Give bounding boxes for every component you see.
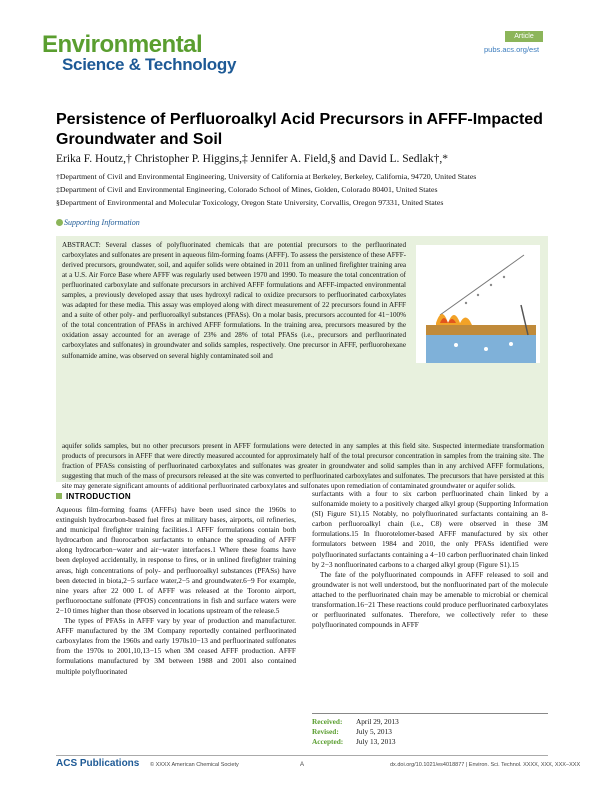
article-type-tag: Article [505,31,543,42]
journal-logo-bottom: Science & Technology [62,55,237,74]
left-column [56,505,296,677]
footer-divider [56,755,548,756]
abstract-text-part1: ABSTRACT: Several classes of polyfluorinated chemicals that are potential precursors to the perfluorinated carboxylates and sulfonates are present in aqueous film-forming foams (AFFF). To assess the persistence of these AFFF-derived precursors, groundwater, soil, and aquifer solids were obtained in 2011 from an unlined firefighter training area at a U.S. Air Force Base where AFFF was regularly used between 1970 and 1990. To measure the total concentration of perfluorinated carboxylate and sulfonate precursors in archived AFFF formulations and AFFF-impacted environmental samples, a previously developed assay that uses hydroxyl radical to oxidize precursors to perfluorinated carboxylates was adapted for these media. This assay was employed along with direct measurement of 22 precursors found in AFFF and a suite of other poly- and perfluoroalkyl substances (PFASs). On a molar basis, precursors accounted for 41−100% of the total concentration of PFASs in archived AFFF formulations. In the training area, precursors measured by the oxidation assay accounted for an average of 23% and 28% of total PFASs (i.e., precursors and perfluorinated carboxylates and sulfonates) in groundwater and solids samples, respectively. One precursor in AFFF, perfluorohexane sulfonamide amine, was observed on several highly contaminated soil and [62,241,406,360]
right-column [312,489,548,630]
supporting-info-link[interactable]: Supporting Information [64,218,140,227]
publisher-logo: ACS Publications [56,758,140,769]
introduction-heading: INTRODUCTION [66,492,131,501]
affiliation-2: ‡Department of Civil and Environmental Engineering, Colorado School of Mines, Golden, Colorado 80401, United States [56,185,438,194]
copyright-text: © XXXX American Chemical Society [150,762,239,768]
intro-paragraph-2: The types of PFASs in AFFF vary by year of production and manufacturer. AFFF manufactured by the 3M Company reportedly contained perfluorinated carboxylates from the 1960s and early 1970s10−13 and perfluorinated sulfonates from the 1970s to 2001,10,13−15 when 3M ceased AFFF production. AFFF formulations manufactured by 3M between 1988 and 2001 also contained multiple polyfluorinated [56,616,296,676]
publication-dates [312,713,548,747]
author-list: Erika F. Houtz,† Christopher P. Higgins,‡ Jennifer A. Field,§ and David L. Sedlak†,* [56,153,448,165]
date-revised: Revised: July 5, 2013 [312,727,392,736]
journal-logo-top: Environmental [42,31,203,58]
affiliation-1: †Department of Civil and Environmental Engineering, University of California at Berkeley, Berkeley, California, 94720, United States [56,172,477,181]
intro-paragraph-3: surfactants with a four to six carbon perfluorinated chain linked by a sulfonamide moiety to a positively charged alkyl group (Supporting Information (SI) Figure S1).15 Notably, no polyfluorinated surfactants containing an 8-carbon perfluoroalkyl chain (i.e., C8) were observed in these 3M formulations.15 In fluorotelomer-based AFFF manufactured by six other formulators between 1984 and 2010, the only PFASs identified were polyfluorinated surfactants containing a 4−10 carbon perfluorinated chain linked by 2−3 nonfluorinated carbons to a charged alkyl group (Figure S1).15 [312,489,548,569]
intro-paragraph-4: The fate of the polyfluorinated compounds in AFFF released to soil and groundwater is not well understood, but the nonfluorinated part of the molecule attached to the perfluorinated chain may be amenable to microbial or chemical transformation.16−21 These reactions could produce perfluorinated carboxylates or perfluorinated sulfonates. Therefore, we collectively refer to these polyfluorinated compounds in AFFF [312,569,548,630]
journal-url[interactable]: pubs.acs.org/est [484,45,540,54]
affiliation-3: §Department of Environmental and Molecular Toxicology, Oregon State University, Corvallis, Oregon 97331, United States [56,198,444,207]
toc-graphic [416,245,540,363]
date-received: Received: April 29, 2013 [312,717,399,726]
supporting-info-icon [56,219,63,226]
intro-paragraph-1: Aqueous film-forming foams (AFFFs) have been used since the 1960s to extinguish hydrocarbon-based fuel fires at military bases, airports, oil refineries, and municipal firefighter training facilities.1 AFFF formulations contain both hydrocarbon and fluorocarbon surfactants to enhance the spreading of AFFF along hydrocarbon−water and air−water interfaces.1 Where these foams have been deployed accidentally, in response to fires, or in unlined firefighter training areas, high concentrations of poly- and perfluoroalkyl substances (PFASs) have been detected in biota,2−5 surface water,2−5 and groundwater.6−9 For example, nine years after 22 000 L of AFFF was released at the Toronto airport, perfluorooctane sulfonate (PFOS) concentrations in fish and surface waters were 2−10 times higher than those observed in locations upstream of the release.5 [56,505,296,615]
date-accepted: Accepted: July 13, 2013 [312,737,396,746]
abstract-text-part2: aquifer solids samples, but no other precursors present in AFFF formulations were detected in any samples at this field site. Suspected intermediate transformation products of precursors in AFFF that were directly measured accounted for approximately half of the total precursor concentration in samples from the training site. The fraction of PFASs consisting of perfluorinated carboxylates and sulfonates was greater in groundwater and solid samples than in any archived AFFF formulations, suggesting that much of the mass of precursors released at the site was converted to perfluorinated carboxylates and sulfonates. The precursors that have persisted at this site may generate significant amounts of additional perfluorinated carboxylates and sulfonates upon remediation of contaminated groundwater or aquifer solids. [62,442,544,491]
doi-link[interactable]: dx.doi.org/10.1021/es4018877 | Environ. Sci. Technol. XXXX, XXX, XXX−XXX [390,762,581,768]
paper-title: Persistence of Perfluoroalkyl Acid Precursors in AFFF-Impacted Groundwater and Soil [56,111,543,148]
page-number: A [300,762,305,768]
section-marker-icon [56,493,62,499]
